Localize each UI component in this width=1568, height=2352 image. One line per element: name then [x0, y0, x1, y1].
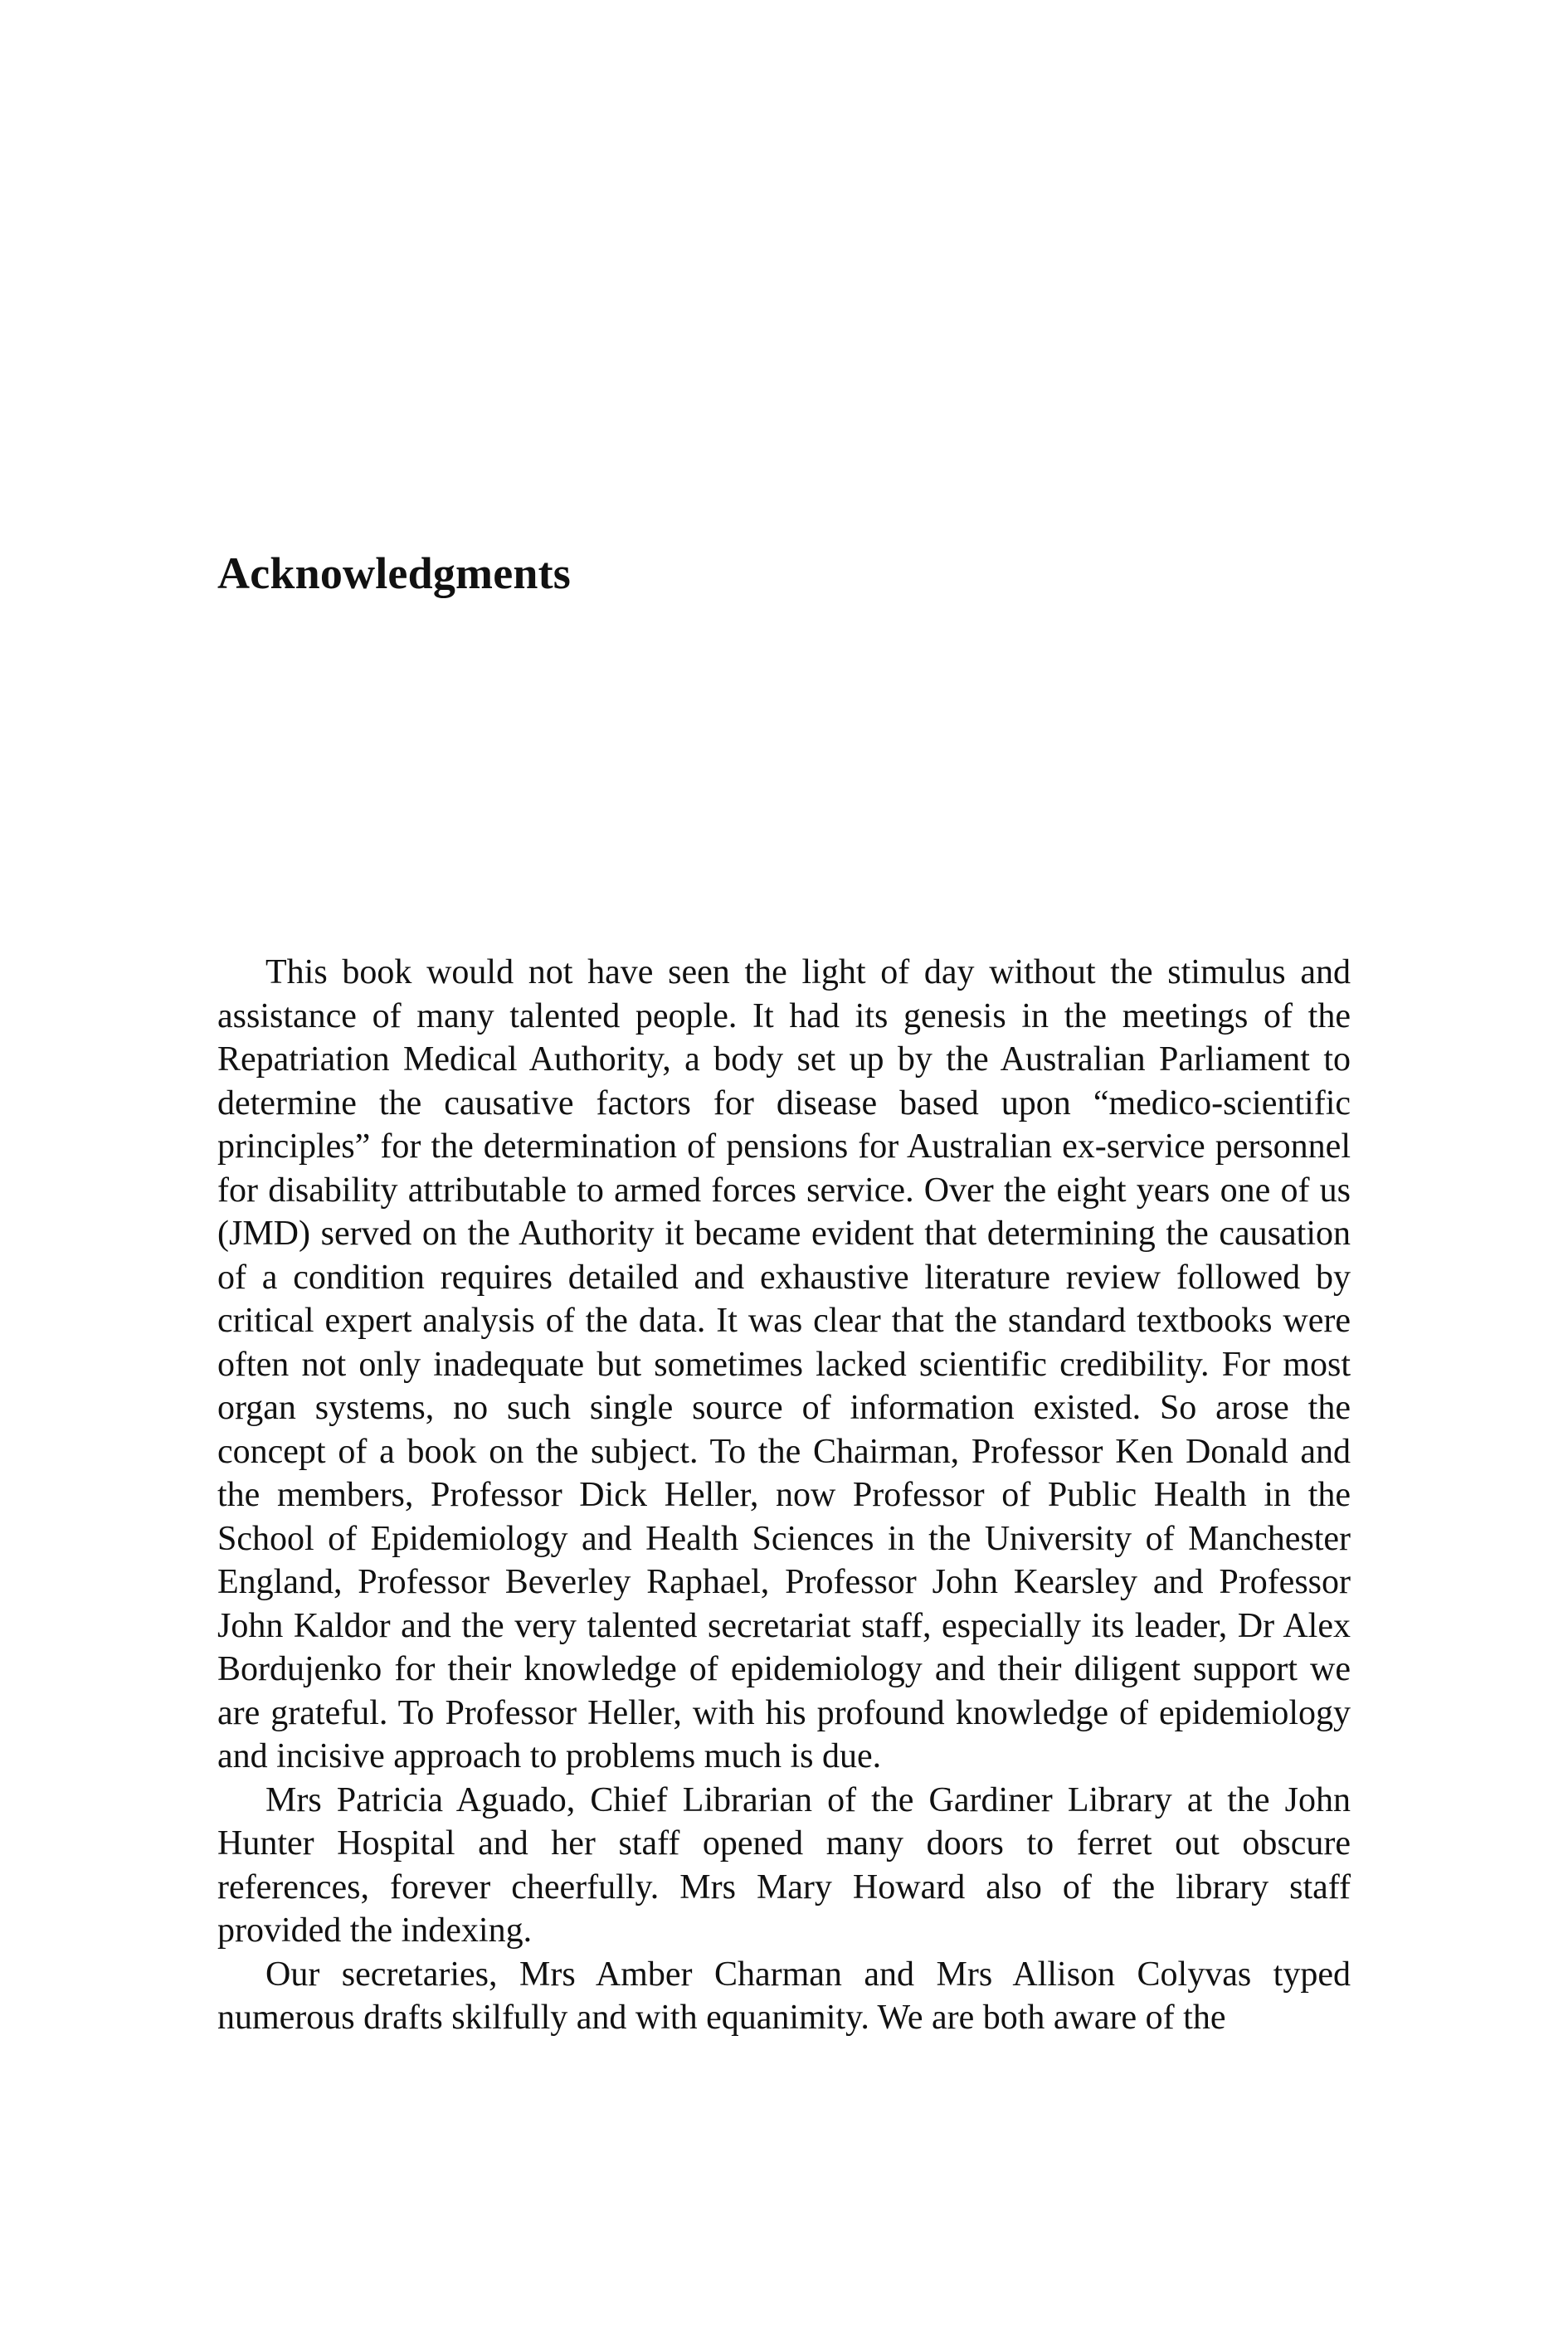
body-text	[217, 951, 1351, 2040]
paragraph-library: Mrs Patricia Aguado, Chief Librarian of the Gardiner Library at the John Hunter Hospital and her staff opened many doors to ferret out obscure references, forever cheerfully. Mrs Mary Howard also of the library staff provided the indexing.	[217, 1780, 1351, 1950]
page-title: Acknowledgments	[217, 548, 572, 598]
paragraph-genesis: This book would not have seen the light of day without the stimulus and assistance of many talented people. It had its genesis in the meetings of the Repatriation Medical Authority, a body set up by the Australian Parliament to determine the causative factors for disease based upon “medico-scientific principles” for the determination of pensions for Australian ex-service personnel for disability attributable to armed forces service. Over the eight years one of us (JMD) served on the Authority it became evident that determining the causation of a condition requires detailed and exhaustive literature review followed by critical expert analysis of the data. It was clear that the standard textbooks were often not only inadequate but sometimes lacked scientific credibility. For most organ systems, no such single source of information existed. So arose the concept of a book on the subject. To the Chairman, Professor Ken Donald and the members, Professor Dick Heller, now Professor of Public Health in the School of Epidemiology and Health Sciences in the University of Manchester England, Professor Beverley Raphael, Professor John Kearsley and Professor John Kaldor and the very talented secretariat staff, especially its leader, Dr Alex Bordujenko for their knowledge of epidemiology and their diligent support we are grateful. To Professor Heller, with his profound knowledge of epidemiology and incisive approach to problems much is due.	[217, 953, 1351, 1775]
paragraph-secretaries: Our secretaries, Mrs Amber Charman and Mrs Allison Colyvas typed numerous drafts skilfully and with equanimity. We are both aware of the	[217, 1955, 1351, 2037]
